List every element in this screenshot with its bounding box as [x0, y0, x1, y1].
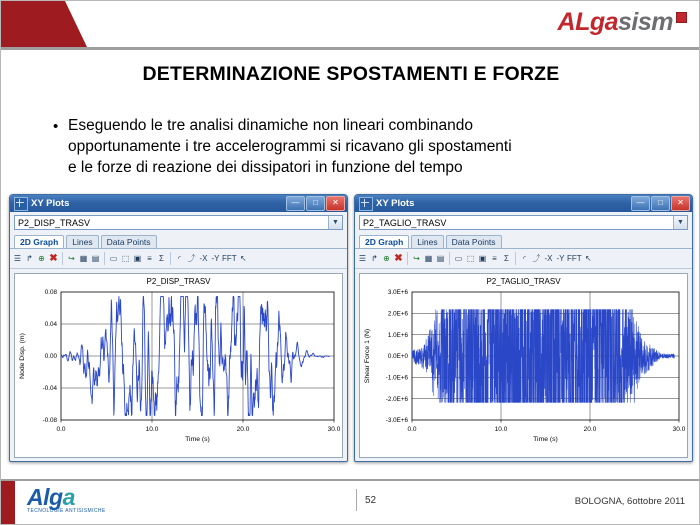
toolbar-icon-add-right[interactable]: ⊕ — [383, 254, 390, 263]
toolbar-icon-export-left[interactable]: ↪ — [68, 254, 75, 263]
plot-selector-row-left — [10, 212, 347, 232]
toolbar-icon-negx-left[interactable]: -X — [199, 254, 208, 263]
svg-text:1.0E+6: 1.0E+6 — [387, 331, 408, 339]
window-controls-left[interactable] — [286, 196, 345, 211]
tab-data-points-right[interactable]: Data Points — [446, 235, 502, 248]
logo-letter-a: A — [557, 7, 576, 36]
toolbar-icon-flip-left[interactable]: ⤴ — [187, 254, 196, 263]
plot-title-left: P2_DISP_TRASV — [146, 277, 211, 286]
tab-lines-left[interactable]: Lines — [66, 235, 98, 248]
xy-plot-icon — [359, 197, 373, 211]
svg-text:0.0: 0.0 — [407, 426, 417, 433]
chart-left — [15, 286, 344, 454]
logo-square-icon — [676, 12, 687, 23]
toolbar-icon-matrix-left[interactable]: ▣ — [133, 254, 142, 263]
svg-text:Node Disp. (m): Node Disp. (m) — [19, 333, 26, 379]
logo-text-sism: sism — [618, 7, 673, 36]
svg-text:20.0: 20.0 — [583, 426, 597, 433]
plot-selector-left[interactable] — [14, 215, 343, 230]
toolbar-icon-sum-right[interactable]: Σ — [504, 254, 509, 263]
toolbar-icon-pointer-left[interactable]: ↖ — [239, 254, 247, 263]
toolbar-separator-left-2 — [104, 252, 105, 265]
logo-text-lga: Lga — [575, 7, 619, 36]
svg-text:0.00: 0.00 — [44, 353, 57, 361]
toolbar-icon-columns-left[interactable]: ⬚ — [121, 254, 130, 263]
toolbar-icon-pointer-right[interactable]: ↖ — [584, 254, 592, 263]
toolbar-icon-grid-left[interactable]: ▤ — [91, 254, 100, 263]
close-button-right[interactable]: ✕ — [671, 196, 690, 211]
bullet-line-2: opportunamente i tre accelerogrammi si ricavano gli spostamenti — [68, 138, 512, 155]
toolbar-icon-layout-left[interactable]: ▭ — [109, 254, 118, 263]
footer-logo-a: a — [62, 484, 75, 510]
minimize-button-right[interactable]: — — [631, 196, 650, 211]
footer-logo-subtitle: TECNOLOGIE ANTISISMICHE — [27, 508, 106, 514]
page-number: 52 — [365, 495, 377, 506]
svg-text:Time (s): Time (s) — [533, 436, 558, 443]
toolbar-icon-add-left[interactable]: ⊕ — [38, 254, 45, 263]
toolbar-separator-left-1 — [62, 252, 63, 265]
toolbar-icon-table-right[interactable]: ▦ — [424, 254, 433, 263]
toolbar-icon-new-left[interactable]: ☰ — [13, 254, 22, 263]
svg-text:-1.0E+6: -1.0E+6 — [385, 374, 408, 382]
toolbar-icon-layout-right[interactable]: ▭ — [454, 254, 463, 263]
tab-lines-right[interactable]: Lines — [411, 235, 443, 248]
toolbar-icon-fft-left[interactable]: FFT — [222, 254, 237, 263]
svg-text:0.04: 0.04 — [44, 321, 57, 329]
alga-sism-logo — [558, 7, 688, 37]
header-red-accent — [1, 1, 65, 47]
bullet-line-1: Eseguendo le tre analisi dinamiche non lineari combinando — [68, 117, 473, 134]
svg-text:Time (s): Time (s) — [185, 436, 210, 443]
toolbar-icon-flip-right[interactable]: ⤴ — [532, 254, 541, 263]
maximize-button-right[interactable]: □ — [651, 196, 670, 211]
chevron-down-icon[interactable]: ▼ — [328, 216, 342, 229]
tab-2d-graph-right[interactable]: 2D Graph — [359, 235, 409, 248]
maximize-button-left[interactable]: □ — [306, 196, 325, 211]
window-controls-right[interactable] — [631, 196, 690, 211]
window-title-left: XY Plots — [31, 198, 70, 209]
toolbar-icon-columns-right[interactable]: ⬚ — [466, 254, 475, 263]
toolbar-separator-right-1 — [407, 252, 408, 265]
xy-plots-window-left[interactable] — [9, 194, 348, 462]
toolbar-icon-open-right[interactable]: ↱ — [371, 254, 378, 263]
tab-strip-right[interactable] — [355, 232, 692, 249]
toolbar-icon-matrix-right[interactable]: ▣ — [478, 254, 487, 263]
toolbar-icon-open-left[interactable]: ↱ — [26, 254, 33, 263]
svg-text:20.0: 20.0 — [236, 426, 250, 433]
toolbar-icon-negy-left[interactable]: -Y — [211, 254, 220, 263]
footer-separator — [356, 489, 357, 511]
title-bar-left[interactable] — [10, 195, 347, 212]
toolbar-icon-list-right[interactable]: ≡ — [492, 254, 497, 263]
plot-selector-row-right — [355, 212, 692, 232]
slide-header — [1, 1, 700, 47]
toolbar-right[interactable] — [355, 249, 692, 269]
toolbar-icon-sum-left[interactable]: Σ — [159, 254, 164, 263]
close-button-left[interactable]: ✕ — [326, 196, 345, 211]
toolbar-separator-right-2 — [449, 252, 450, 265]
tab-2d-graph-left[interactable]: 2D Graph — [14, 235, 64, 248]
svg-text:0.08: 0.08 — [44, 289, 57, 297]
svg-text:10.0: 10.0 — [145, 426, 159, 433]
toolbar-icon-curve-left[interactable]: ◜ — [177, 254, 182, 263]
title-bar-right[interactable] — [355, 195, 692, 212]
svg-text:3.0E+6: 3.0E+6 — [387, 289, 408, 297]
toolbar-separator-left-3 — [170, 252, 171, 265]
bullet-line-3: e le forze di reazione dei dissipatori in funzione del tempo — [68, 159, 463, 176]
svg-text:0.0E+0: 0.0E+0 — [387, 353, 408, 361]
chevron-down-icon[interactable]: ▼ — [673, 216, 687, 229]
toolbar-icon-curve-right[interactable]: ◜ — [522, 254, 527, 263]
svg-text:2.0E+6: 2.0E+6 — [387, 310, 408, 318]
toolbar-icon-delete-left[interactable]: ✖ — [49, 253, 58, 264]
svg-text:10.0: 10.0 — [494, 426, 508, 433]
plot-selector-right[interactable] — [359, 215, 688, 230]
bullet-block — [53, 115, 653, 178]
svg-text:Shear Force 1 (N): Shear Force 1 (N) — [364, 328, 371, 384]
svg-text:-0.04: -0.04 — [42, 385, 57, 393]
toolbar-icon-delete-right[interactable]: ✖ — [394, 253, 403, 264]
toolbar-icon-table-left[interactable]: ▦ — [79, 254, 88, 263]
plot-canvas-left — [14, 273, 343, 458]
toolbar-icon-list-left[interactable]: ≡ — [147, 254, 152, 263]
plot-canvas-right — [359, 273, 688, 458]
window-title-right: XY Plots — [376, 198, 415, 209]
footer-red-accent — [1, 481, 15, 525]
svg-text:-0.08: -0.08 — [42, 417, 57, 425]
svg-text:-3.0E+6: -3.0E+6 — [385, 417, 408, 425]
plot-selector-value-left: P2_DISP_TRASV — [18, 217, 91, 228]
svg-text:30.0: 30.0 — [327, 426, 341, 433]
toolbar-icon-export-right[interactable]: ↪ — [413, 254, 420, 263]
plot-title-right: P2_TAGLIO_TRASV — [486, 277, 561, 286]
toolbar-icon-negy-right[interactable]: -Y — [556, 254, 565, 263]
alga-logo-footer — [27, 486, 106, 514]
toolbar-icon-fft-right[interactable]: FFT — [567, 254, 582, 263]
header-divider — [1, 47, 700, 50]
minimize-button-left[interactable]: — — [286, 196, 305, 211]
toolbar-icon-new-right[interactable]: ☰ — [358, 254, 367, 263]
toolbar-icon-negx-right[interactable]: -X — [544, 254, 553, 263]
footer-location-date: BOLOGNA, 6ottobre 2011 — [574, 496, 685, 507]
chart-right — [360, 286, 689, 454]
plot-selector-value-right: P2_TAGLIO_TRASV — [363, 217, 447, 228]
tab-strip-left[interactable] — [10, 232, 347, 249]
toolbar-left[interactable] — [10, 249, 347, 269]
page-title: DETERMINAZIONE SPOSTAMENTI E FORZE — [142, 63, 560, 85]
svg-text:30.0: 30.0 — [672, 426, 686, 433]
svg-text:0.0: 0.0 — [56, 426, 66, 433]
toolbar-icon-grid-right[interactable]: ▤ — [436, 254, 445, 263]
footer-divider — [1, 479, 700, 481]
toolbar-separator-right-3 — [515, 252, 516, 265]
bullet-mark-icon: • — [53, 118, 59, 135]
svg-text:-2.0E+6: -2.0E+6 — [385, 395, 408, 403]
footer-logo-alg: Alg — [27, 484, 63, 510]
xy-plots-window-right[interactable] — [354, 194, 693, 462]
xy-plot-icon — [14, 197, 28, 211]
tab-data-points-left[interactable]: Data Points — [101, 235, 157, 248]
